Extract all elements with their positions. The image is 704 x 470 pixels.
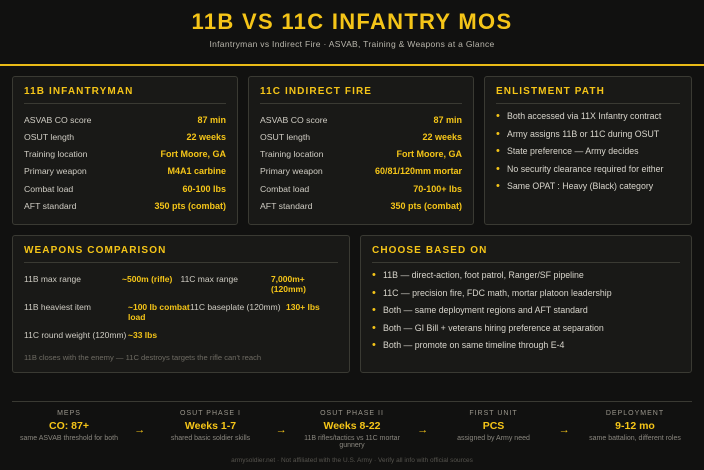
row-value: M4A1 carbine bbox=[167, 166, 226, 177]
step-key: OSUT PHASE I bbox=[180, 410, 241, 417]
list-item: • No security clearance required for either bbox=[496, 164, 680, 175]
card-11b-infantryman bbox=[12, 76, 238, 225]
row-value-2: 130+ lbs bbox=[286, 302, 320, 313]
card-choose-title: CHOOSE BASED ON bbox=[372, 245, 680, 263]
row-value: 60/81/120mm mortar bbox=[374, 166, 462, 177]
step-value: CO: 87+ bbox=[49, 420, 89, 432]
card-weapons-title: WEAPONS COMPARISON bbox=[24, 245, 338, 263]
row-label: ASVAB CO score bbox=[24, 114, 92, 125]
list-item: • Same OPAT : Heavy (Black) category bbox=[496, 181, 680, 192]
card-choose-based-on bbox=[360, 235, 692, 373]
step-key: OSUT PHASE II bbox=[320, 410, 384, 417]
step-value: 9-12 mo bbox=[615, 420, 655, 432]
row-label: Training location bbox=[24, 149, 88, 160]
timeline-step-osut-phase-1 bbox=[156, 410, 266, 442]
list-item: • Both — GI Bill + veterans hiring preference at separation bbox=[372, 323, 680, 334]
table-row bbox=[24, 270, 338, 298]
row-label: AFT standard bbox=[24, 200, 77, 211]
row-value: 87 min bbox=[197, 114, 226, 125]
footer-disclaimer: armysoldier.net · Not affiliated with the U.S. Army · Verify all info with official sources bbox=[231, 457, 473, 464]
timeline-step-first-unit bbox=[439, 410, 549, 442]
table-row bbox=[24, 163, 226, 180]
row-label: Combat load bbox=[24, 183, 74, 194]
row-label: 11B heaviest item bbox=[24, 302, 91, 313]
card-11c-indirect-fire bbox=[248, 76, 474, 225]
row-value: Fort Moore, GA bbox=[396, 149, 462, 160]
step-key: MEPS bbox=[57, 410, 81, 417]
timeline bbox=[0, 402, 704, 449]
row-label: Combat load bbox=[260, 183, 310, 194]
table-row bbox=[24, 298, 338, 326]
row-value: 350 pts (combat) bbox=[390, 200, 462, 211]
top-card-row bbox=[0, 66, 704, 225]
table-row bbox=[24, 146, 226, 163]
page-title: 11B VS 11C INFANTRY MOS bbox=[191, 9, 513, 34]
row-label: OSUT length bbox=[24, 131, 75, 142]
table-row bbox=[260, 111, 462, 128]
row-label: ASVAB CO score bbox=[260, 114, 328, 125]
table-row bbox=[24, 128, 226, 145]
row-label: Primary weapon bbox=[260, 166, 323, 177]
enlistment-bullet-list bbox=[496, 111, 680, 192]
row-label: 11B max range bbox=[24, 274, 82, 285]
timeline-section bbox=[0, 401, 704, 470]
list-item: • State preference — Army decides bbox=[496, 146, 680, 157]
list-item: • 11C — precision fire, FDC math, mortar platoon leadership bbox=[372, 288, 680, 299]
step-detail: assigned by Army need bbox=[457, 435, 530, 442]
list-item: • Both accessed via 11X Infantry contract bbox=[496, 111, 680, 122]
row-value-2: 7,000m+ (120mm) bbox=[270, 274, 306, 295]
step-detail: same battalion, different roles bbox=[589, 435, 681, 442]
list-item: • Both — promote on same timeline through E-4 bbox=[372, 340, 680, 351]
row-value: 350 pts (combat) bbox=[154, 200, 226, 211]
card-enlistment-path bbox=[484, 76, 692, 225]
timeline-step-deployment bbox=[580, 410, 690, 442]
timeline-step-meps bbox=[14, 410, 124, 442]
page-subtitle: Infantryman vs Indirect Fire · ASVAB, Training & Weapons at a Glance bbox=[209, 39, 495, 50]
row-value: ~100 lb combat load bbox=[128, 302, 190, 323]
row-value: Fort Moore, GA bbox=[160, 149, 226, 160]
list-item: • Both — same deployment regions and AFT standard bbox=[372, 305, 680, 316]
row-label: OSUT length bbox=[260, 131, 311, 142]
table-row bbox=[24, 326, 338, 344]
step-detail: 11B rifles/tactics vs 11C mortar gunnery bbox=[304, 435, 400, 449]
row-label-2: 11C baseplate (120mm) bbox=[190, 302, 281, 313]
row-value: ~33 lbs bbox=[128, 330, 158, 341]
step-detail: shared basic soldier skills bbox=[170, 435, 251, 442]
row-value: 22 weeks bbox=[422, 131, 462, 142]
card-weapons-comparison bbox=[12, 235, 350, 373]
row-label-2: 11C max range bbox=[180, 274, 238, 285]
weapons-note: 11B closes with the enemy — 11C destroys targets the rifle can't reach bbox=[24, 353, 262, 363]
arrow-icon: → bbox=[275, 424, 287, 436]
row-label: 11C round weight (120mm) bbox=[24, 330, 127, 341]
card-11b-title: 11B INFANTRYMAN bbox=[24, 86, 226, 104]
step-key: FIRST UNIT bbox=[469, 410, 518, 417]
table-row bbox=[260, 180, 462, 197]
table-row bbox=[260, 163, 462, 180]
row-label: Training location bbox=[260, 149, 324, 160]
row-value: ~500m (rifle) bbox=[122, 274, 173, 285]
step-value: Weeks 8-22 bbox=[323, 420, 381, 432]
step-value: PCS bbox=[482, 420, 505, 432]
header-divider bbox=[0, 64, 704, 66]
header bbox=[0, 0, 704, 57]
step-detail: same ASVAB threshold for both bbox=[20, 435, 118, 442]
table-row bbox=[260, 128, 462, 145]
card-11c-title: 11C INDIRECT FIRE bbox=[260, 86, 462, 104]
card-enlistment-title: ENLISTMENT PATH bbox=[496, 86, 680, 104]
timeline-step-osut-phase-2 bbox=[297, 410, 407, 449]
row-label: AFT standard bbox=[260, 200, 313, 211]
table-row bbox=[24, 111, 226, 128]
arrow-icon: → bbox=[558, 424, 570, 436]
table-row bbox=[24, 180, 226, 197]
table-row bbox=[24, 197, 226, 214]
bottom-card-row bbox=[0, 225, 704, 373]
list-item: • 11B — direct-action, foot patrol, Ranger/SF pipeline bbox=[372, 270, 680, 281]
arrow-icon: → bbox=[134, 424, 146, 436]
row-value: 70-100+ lbs bbox=[413, 183, 462, 194]
list-item: • Army assigns 11B or 11C during OSUT bbox=[496, 129, 680, 140]
row-value: 87 min bbox=[433, 114, 462, 125]
row-value: 60-100 lbs bbox=[182, 183, 226, 194]
choose-bullet-list bbox=[372, 270, 680, 351]
step-value: Weeks 1-7 bbox=[184, 420, 237, 432]
step-key: DEPLOYMENT bbox=[605, 410, 665, 417]
table-row bbox=[260, 146, 462, 163]
arrow-icon: → bbox=[417, 424, 429, 436]
row-value: 22 weeks bbox=[186, 131, 226, 142]
row-label: Primary weapon bbox=[24, 166, 87, 177]
table-row bbox=[260, 197, 462, 214]
